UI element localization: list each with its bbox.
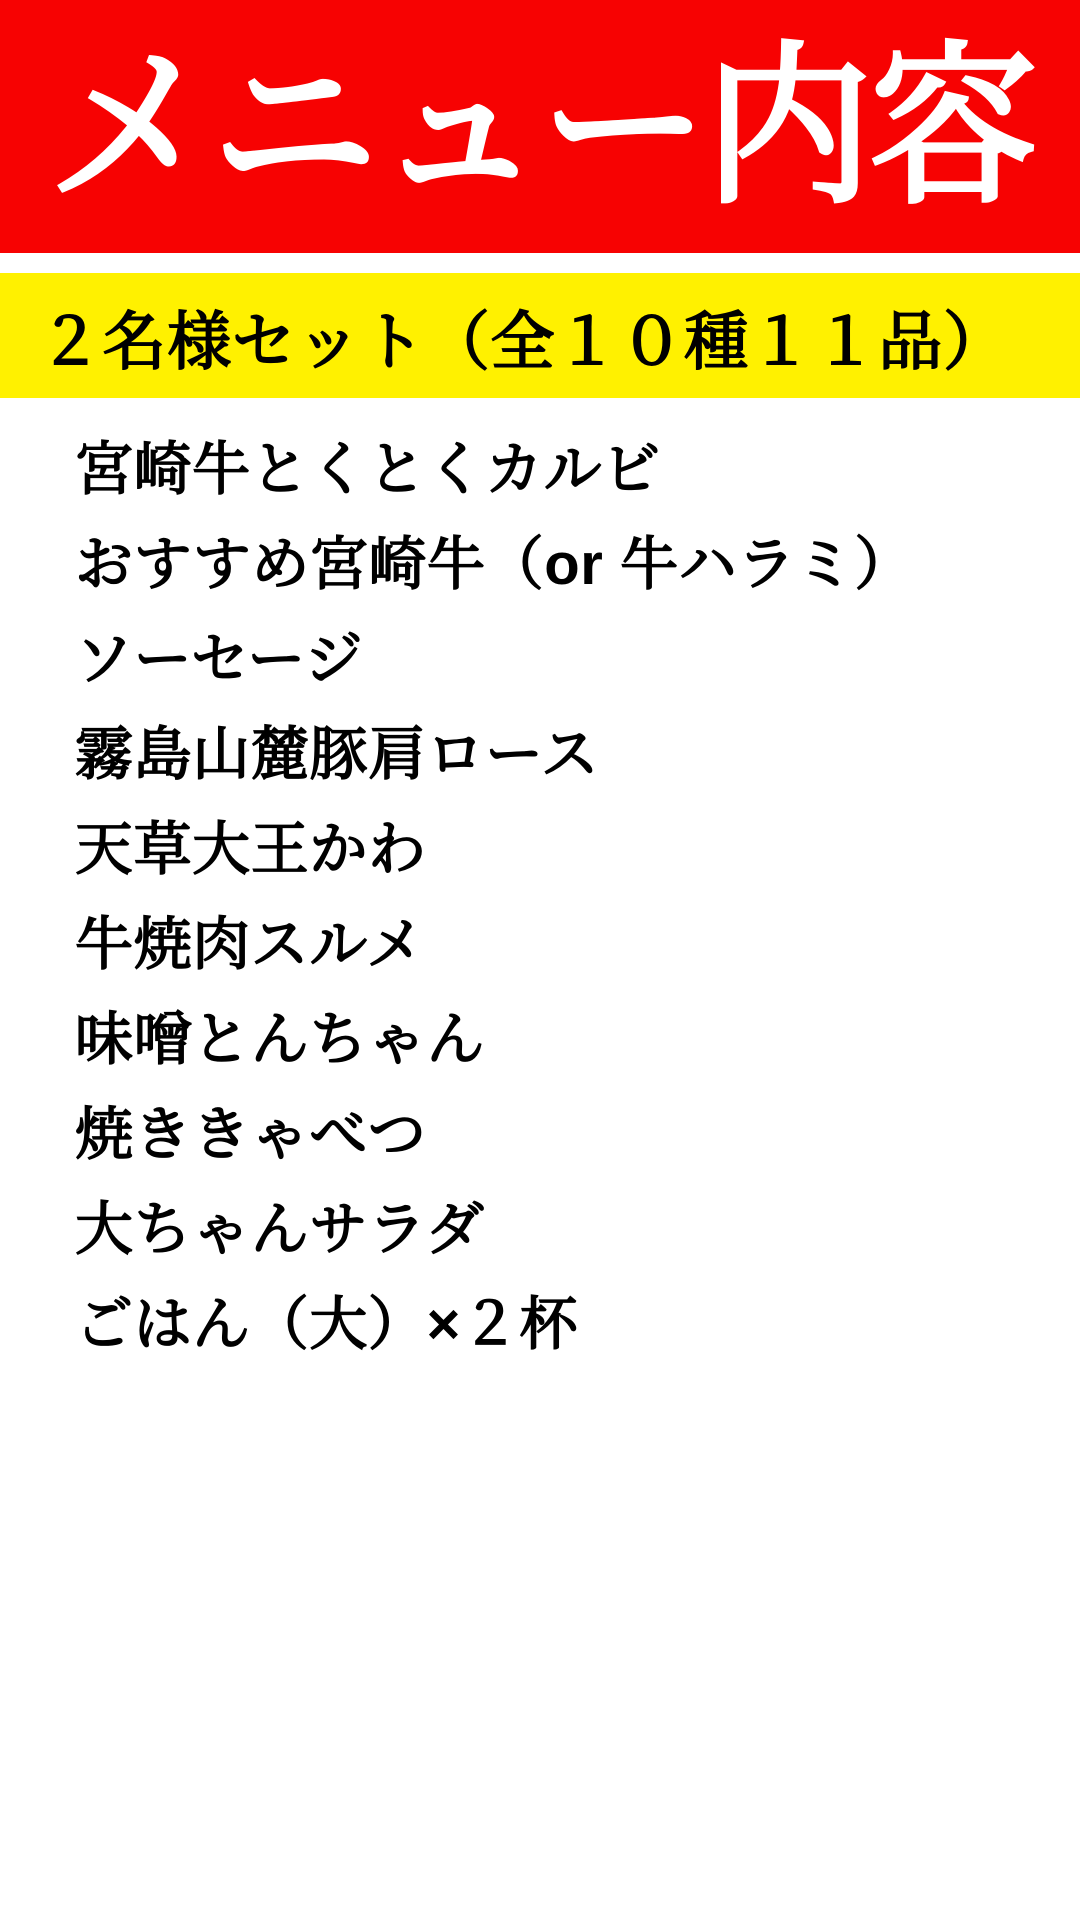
menu-item: ごはん（大）×２杯	[75, 1292, 579, 1357]
set-banner	[0, 273, 1080, 398]
page-title: メニュー内容	[46, 28, 1034, 225]
menu-item: 焼ききゃべつ	[75, 1102, 427, 1167]
menu-item: おすすめ宮崎牛（or 牛ハラミ）	[75, 532, 913, 597]
menu-item-list	[0, 398, 1080, 1372]
menu-item: 牛焼肉スルメ	[75, 912, 425, 977]
menu-item: 霧島山麓豚肩ロース	[75, 722, 600, 787]
banner-divider	[0, 253, 1080, 273]
menu-item: 大ちゃんサラダ	[75, 1197, 485, 1262]
menu-item: 味噌とんちゃん	[75, 1007, 486, 1072]
set-banner-label: ２名様セット（全１０種１１品）	[38, 305, 1008, 378]
menu-item: 天草大王かわ	[75, 817, 427, 882]
menu-item: ソーセージ	[75, 627, 364, 692]
title-banner	[0, 0, 1080, 253]
menu-item: 宮崎牛とくとくカルビ	[75, 437, 661, 502]
